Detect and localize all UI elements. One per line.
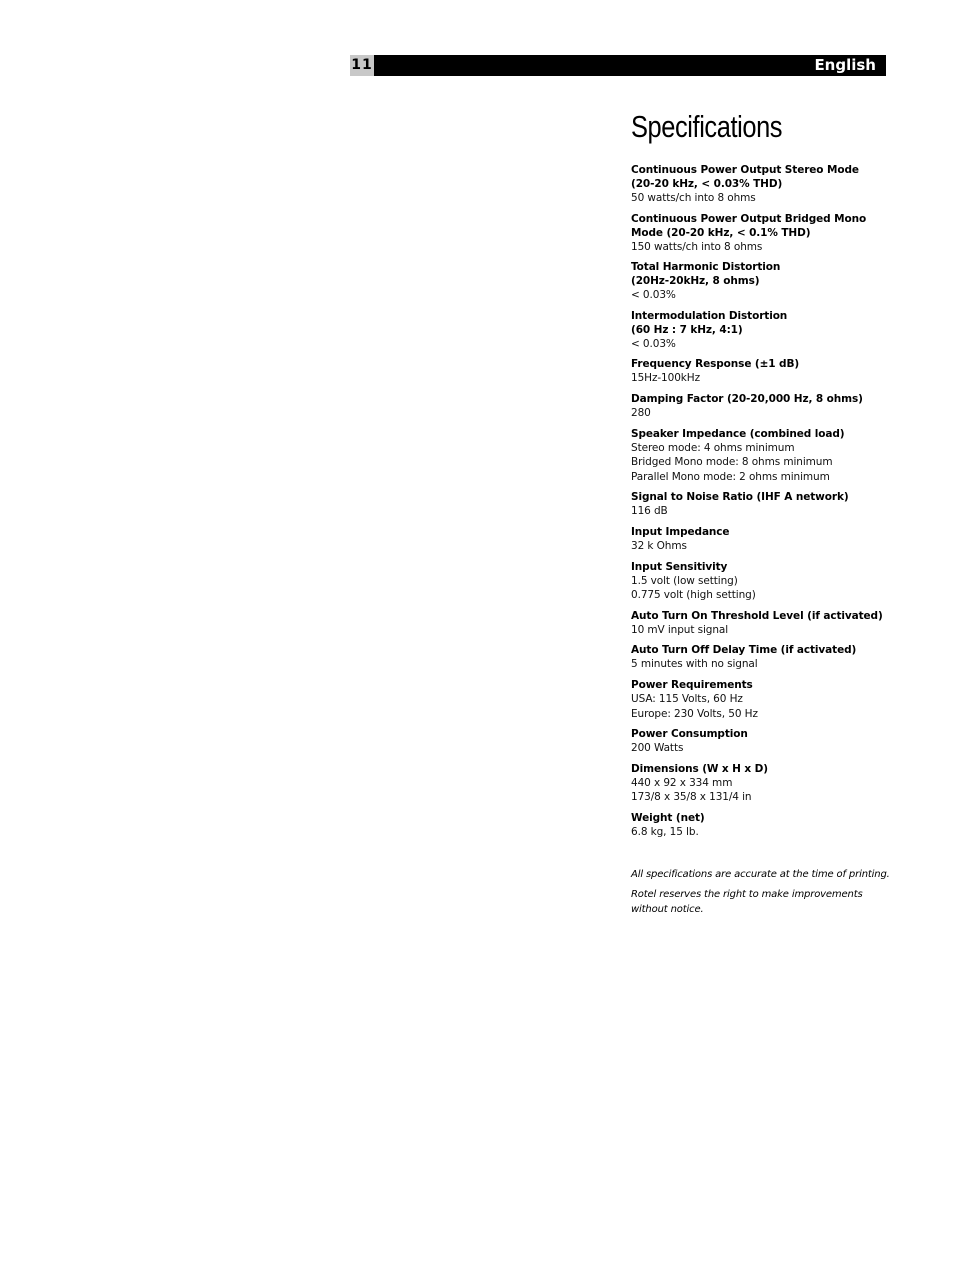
- specifications-section: [631, 108, 901, 922]
- header-bar: [350, 55, 886, 76]
- spec-label: Signal to Noise Ratio (IHF A network): [631, 491, 849, 504]
- spec-value: Parallel Mono mode: 2 ohms minimum: [631, 470, 830, 483]
- spec-item: [631, 762, 901, 805]
- spec-value: Stereo mode: 4 ohms minimum: [631, 441, 795, 454]
- spec-item: [631, 811, 901, 840]
- spec-item: [631, 163, 901, 206]
- spec-item: [631, 525, 901, 554]
- spec-label: Speaker Impedance (combined load): [631, 427, 845, 440]
- spec-item: [631, 212, 901, 255]
- spec-value: 10 mV input signal: [631, 623, 729, 636]
- spec-label: Dimensions (W x H x D): [631, 762, 768, 775]
- spec-label: Input Sensitivity: [631, 560, 728, 573]
- spec-label: Power Consumption: [631, 728, 748, 741]
- spec-value: 50 watts/ch into 8 ohms: [631, 192, 756, 204]
- spec-label: Total Harmonic Distortion (20Hz-20kHz, 8 ohms): [631, 261, 781, 288]
- spec-item: [631, 357, 901, 386]
- spec-value: 150 watts/ch into 8 ohms: [631, 240, 763, 253]
- spec-label: Frequency Response (±1 dB): [631, 358, 800, 371]
- spec-value: 15Hz-100kHz: [631, 372, 700, 385]
- language-label: English: [814, 56, 876, 74]
- spec-item: [631, 727, 901, 756]
- spec-label: Continuous Power Output Stereo Mode (20-20 kHz, < 0.03% THD): [631, 164, 859, 190]
- spec-label: Weight (net): [631, 811, 705, 824]
- spec-value: USA: 115 Volts, 60 Hz: [631, 692, 743, 705]
- spec-value: Bridged Mono mode: 8 ohms minimum: [631, 456, 833, 469]
- spec-value: < 0.03%: [631, 289, 676, 302]
- notes: [631, 867, 901, 918]
- spec-label: Auto Turn On Threshold Level (if activated): [631, 609, 883, 622]
- spec-value: 5 minutes with no signal: [631, 658, 758, 671]
- spec-item: [631, 392, 901, 421]
- spec-label: Continuous Power Output Bridged Mono Mode (20-20 kHz, < 0.1% THD): [631, 212, 867, 239]
- spec-list: [631, 163, 901, 839]
- spec-value: 173/8 x 35/8 x 131/4 in: [631, 791, 752, 804]
- spec-label: Damping Factor (20-20,000 Hz, 8 ohms): [631, 392, 863, 405]
- spec-value: < 0.03%: [631, 337, 676, 350]
- spec-item: [631, 678, 901, 721]
- spec-label: Auto Turn Off Delay Time (if activated): [631, 644, 857, 657]
- spec-item: [631, 609, 901, 638]
- spec-label: Intermodulation Distortion (60 Hz : 7 kHz, 4:1): [631, 309, 788, 336]
- spec-value: 6.8 kg, 15 lb.: [631, 825, 699, 838]
- spec-item: [631, 643, 901, 672]
- spec-item: [631, 260, 901, 303]
- spec-value: 32 k Ohms: [631, 539, 687, 552]
- spec-item: [631, 560, 901, 603]
- spec-label: Input Impedance: [631, 525, 730, 538]
- spec-value: 116 dB: [631, 505, 668, 518]
- spec-value: 280: [631, 406, 651, 419]
- note-accuracy: All specifications are accurate at the time of printing.: [631, 869, 890, 881]
- spec-value: 0.775 volt (high setting): [631, 589, 756, 602]
- spec-value: 1.5 volt (low setting): [631, 574, 738, 587]
- spec-value: 200 Watts: [631, 742, 684, 755]
- spec-item: [631, 490, 901, 519]
- spec-value: Europe: 230 Volts, 50 Hz: [631, 707, 758, 720]
- spec-item: [631, 309, 901, 352]
- note-improvements: Rotel reserves the right to make improvements without notice.: [631, 888, 863, 916]
- spec-item: [631, 427, 901, 485]
- page-number: 11: [350, 55, 374, 76]
- spec-label: Power Requirements: [631, 678, 753, 691]
- spec-value: 440 x 92 x 334 mm: [631, 776, 733, 789]
- page-title: Specifications: [631, 109, 783, 144]
